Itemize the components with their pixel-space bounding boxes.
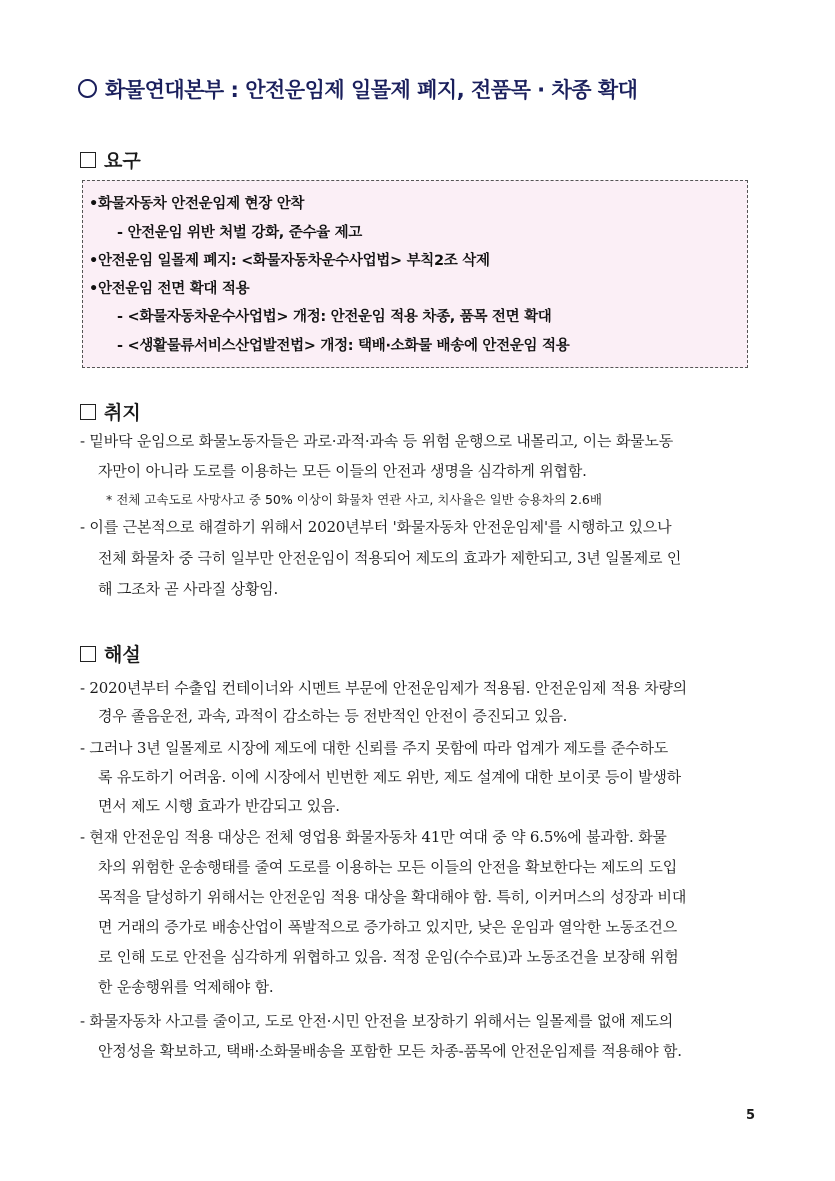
commentary-line: - 그러나 3년 일몰제로 시장에 제도에 대한 신뢰를 주지 못함에 따라 업계가 제도를 준수하도 (80, 739, 669, 757)
commentary-heading (80, 640, 141, 667)
demand-line: - <생활물류서비스산업발전법> 개정: 택배·소화물 배송에 안전운임 적용 (117, 338, 570, 354)
demand-heading-text: 요구 (104, 150, 141, 172)
purpose-line: 자만이 아니라 도로를 이용하는 모든 이들의 안전과 생명을 심각하게 위협함. (98, 462, 587, 480)
purpose-line: - 이를 근본적으로 해결하기 위해서 2020년부터 '화물자동차 안전운임제'를 시행하고 있으나 (80, 518, 672, 536)
purpose-heading (80, 398, 141, 425)
commentary-line: - 2020년부터 수출입 컨테이너와 시멘트 부문에 안전운임제가 적용됨. 안전운임제 적용 차량의 (80, 679, 687, 697)
checkbox-square-icon (80, 646, 96, 662)
commentary-line: 한 운송행위를 억제해야 함. (98, 978, 274, 996)
demand-line: •화물자동차 안전운임제 현장 안착 (89, 196, 305, 212)
purpose-line: 전체 화물차 중 극히 일부만 안전운임이 적용되어 제도의 효과가 제한되고, 3년 일몰제로 인 (98, 549, 682, 567)
commentary-line: - 현재 안전운임 적용 대상은 전체 영업용 화물자동차 41만 여대 중 약 6.5%에 불과함. 화물 (80, 828, 667, 846)
demand-box (82, 180, 748, 368)
commentary-line: 로 인해 도로 안전을 심각하게 위협하고 있음. 적정 운임(수수료)과 노동조건을 보장해 위험 (98, 948, 679, 966)
demand-line: •안전운임 일몰제 폐지: <화물자동차운수사업법> 부칙2조 삭제 (89, 253, 490, 269)
demand-heading (80, 146, 141, 173)
commentary-heading-text: 해설 (104, 644, 141, 666)
commentary-line: 록 유도하기 어려움. 이에 시장에서 빈번한 제도 위반, 제도 설계에 대한 보이콧 등이 발생하 (98, 768, 681, 786)
commentary-line: 면서 제도 시행 효과가 반감되고 있음. (98, 797, 340, 815)
checkbox-square-icon (80, 404, 96, 420)
checkbox-square-icon (80, 152, 96, 168)
commentary-line: 차의 위험한 운송행태를 줄여 도로를 이용하는 모든 이들의 안전을 확보한다는 제도의 도입 (98, 858, 677, 876)
demand-line: •안전운임 전면 확대 적용 (89, 281, 250, 297)
commentary-line: 목적을 달성하기 위해서는 안전운임 적용 대상을 확대해야 함. 특히, 이커머스의 성장과 비대 (98, 888, 687, 906)
page-title (78, 74, 637, 104)
commentary-line: 경우 졸음운전, 과속, 과적이 감소하는 등 전반적인 안전이 증진되고 있음. (98, 707, 568, 725)
commentary-line: 면 거래의 증가로 배송산업이 폭발적으로 증가하고 있지만, 낮은 운임과 열악한 노동조건으 (98, 918, 677, 936)
demand-line: - 안전운임 위반 처벌 강화, 준수율 제고 (117, 225, 363, 241)
circle-bullet-icon (78, 79, 97, 98)
commentary-line: - 화물자동차 사고를 줄이고, 도로 안전·시민 안전을 보장하기 위해서는 일몰제를 없애 제도의 (80, 1012, 673, 1030)
page-title-text: 화물연대본부 : 안전운임제 일몰제 폐지, 전품목 · 차종 확대 (105, 78, 638, 102)
page-number: 5 (745, 1108, 755, 1123)
purpose-line: - 밑바닥 운임으로 화물노동자들은 과로·과적·과속 등 위험 운행으로 내몰리고, 이는 화물노동 (80, 432, 673, 450)
purpose-heading-text: 취지 (104, 402, 141, 424)
commentary-line: 안정성을 확보하고, 택배·소화물배송을 포함한 모든 차종-품목에 안전운임제를 적용해야 함. (98, 1042, 682, 1060)
purpose-line: 해 그조차 곧 사라질 상황임. (98, 580, 279, 598)
purpose-note: * 전체 고속도로 사망사고 중 50% 이상이 화물차 연관 사고, 치사율은 일반 승용차의 2.6배 (106, 492, 602, 507)
demand-line: - <화물자동차운수사업법> 개정: 안전운임 적용 차종, 품목 전면 확대 (117, 309, 552, 325)
